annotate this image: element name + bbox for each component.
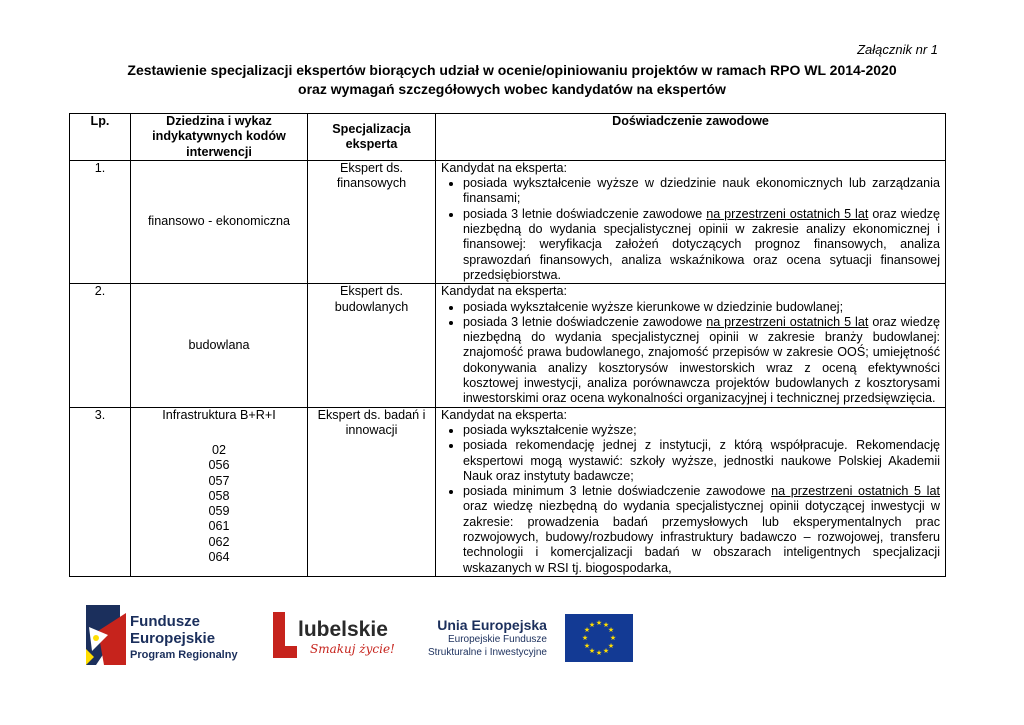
domain-cell: finansowo - ekonomiczna <box>131 160 308 283</box>
specialization-cell: Ekspert ds. budowlanych <box>308 284 436 407</box>
header-spec: Specjalizacja eksperta <box>308 114 436 161</box>
eu-flag-icon <box>565 614 633 662</box>
svg-text:★: ★ <box>588 647 596 655</box>
requirement-item: • posiada rekomendację jednej z instytucji, z którą współpracuje. Rekomendację ekspertowi mogą wystawić: szkoły wyższe, jednostki naukowe Polskiej Akademii Nauk oraz instytuty badawcze; <box>463 438 940 484</box>
document-subtitle: oraz wymagań szczegółowych wobec kandydatów na ekspertów <box>298 81 726 97</box>
code-item: 061 <box>208 519 230 534</box>
header-experience: Doświadczenie zawodowe <box>436 114 946 161</box>
document-title: Zestawienie specjalizacji ekspertów biorących udział w ocenie/opiniowaniu projektów w ramach RPO WL 2014-2020 <box>127 62 897 78</box>
svg-text:★: ★ <box>609 634 617 642</box>
header-lp: Lp. <box>70 114 131 161</box>
unia-europejska-text <box>428 617 547 659</box>
experience-cell <box>436 284 946 407</box>
specializations-table <box>69 113 946 577</box>
domain-cell <box>131 407 308 576</box>
svg-text:★: ★ <box>581 634 589 642</box>
svg-text:★: ★ <box>583 626 591 634</box>
requirement-item: • posiada wykształcenie wyższe kierunkowe w dziedzinie budowlanej; <box>463 300 940 315</box>
requirement-item: • posiada 3 letnie doświadczenie zawodowe na przestrzeni ostatnich 5 lat oraz wiedzę niezbędną do wydania specjalistycznej opinii w zakresie analizy ekonomicznej i finansowej: weryfikacja założeń dotyczących prognoz finansowych, analiza sprawozdań finansowych, analiza wskaźnikowa oraz ocena sytuacji finansowej przedsiębiorstwa. <box>463 207 940 283</box>
svg-text:★: ★ <box>588 621 596 629</box>
code-item: 058 <box>208 488 230 503</box>
ue-title: Unia Europejska <box>437 617 547 633</box>
lubelskie-name: lubelskie <box>298 618 388 641</box>
svg-text:★: ★ <box>595 619 603 627</box>
requirement-item: • posiada minimum 3 letnie doświadczenie zawodowe na przestrzeni ostatnich 5 lat oraz wiedzę niezbędną do wydania specjalistycznej opinii dotyczącej inwestycji w zakresie: prowadzenia badań przemysłowych lub eksperymentalnych prac rozwojowych, budowy/rozbudowy infrastruktury badawczo – rozwojowej, transferu technologii i komercjalizacji badań w obszarach inteligentnych specjalizacji wskazanych w RSI tj. biogospodarka, <box>463 484 940 576</box>
table-row <box>70 284 946 407</box>
svg-text:★: ★ <box>607 642 615 650</box>
table-header-row <box>70 114 946 161</box>
footer-logos <box>0 600 1024 725</box>
code-item: 02 <box>211 442 226 457</box>
row-number: 2. <box>70 284 131 407</box>
lubelskie-slogan: Smakuj życie! <box>310 642 395 656</box>
ue-sub2: Strukturalne i Inwestycyjne <box>428 647 547 658</box>
annex-label: Załącznik nr 1 <box>857 42 938 57</box>
candidate-intro: Kandydat na eksperta: <box>441 160 568 175</box>
fe-line1: Fundusze <box>130 613 200 630</box>
header-domain: Dziedzina i wykaz indykatywnych kodów interwencji <box>131 114 308 161</box>
specialization-cell: Ekspert ds. badań i innowacji <box>308 407 436 576</box>
lubelskie-logo-icon <box>271 612 297 658</box>
table-row <box>70 407 946 576</box>
ue-sub1: Europejskie Fundusze <box>448 634 547 645</box>
fe-line2: Europejskie <box>130 630 216 647</box>
svg-text:★: ★ <box>583 642 591 650</box>
fe-sub: Program Regionalny <box>130 649 238 661</box>
candidate-intro: Kandydat na eksperta: <box>441 407 568 422</box>
code-item: 057 <box>208 473 230 488</box>
requirement-item: • posiada wykształcenie wyższe w dziedzinie nauk ekonomicznych lub zarządzania finansami; <box>463 176 940 207</box>
domain-cell: budowlana <box>131 284 308 407</box>
row-number: 3. <box>70 407 131 576</box>
experience-cell <box>436 407 946 576</box>
domain-label: Infrastruktura B+R+I <box>162 407 276 422</box>
row-number: 1. <box>70 160 131 283</box>
code-item: 059 <box>208 504 230 519</box>
requirement-item: • posiada 3 letnie doświadczenie zawodowe na przestrzeni ostatnich 5 lat oraz wiedzę niezbędną do wydania specjalistycznej opinii w zakresie branży budowlanej: znajomość prawa budowlanego, znajomość przepisów w zakresie OOŚ; umiejętność dokonywania analizy kosztorysów inwestorskich wraz z oceną efektywności kosztowej inwestycji, analiza porównawcza projektów budowlanych z kosztorysami inwestorskimi oraz ocena wykonalności organizacyjnej i technicznej przedsięwzięcia. <box>463 315 940 407</box>
requirement-item: • posiada wykształcenie wyższe; <box>463 423 940 438</box>
table-row <box>70 160 946 283</box>
specialization-cell: Ekspert ds. finansowych <box>308 160 436 283</box>
svg-text:★: ★ <box>595 649 603 657</box>
experience-cell <box>436 160 946 283</box>
intervention-codes <box>136 443 302 565</box>
svg-text:★: ★ <box>602 621 610 629</box>
fundusze-europejskie-text <box>130 613 238 664</box>
candidate-intro: Kandydat na eksperta: <box>441 284 568 299</box>
code-item: 064 <box>208 550 230 565</box>
code-item: 056 <box>208 458 230 473</box>
code-item: 062 <box>208 534 230 549</box>
svg-text:★: ★ <box>602 647 610 655</box>
svg-text:★: ★ <box>607 626 615 634</box>
fundusze-europejskie-logo-icon <box>86 605 126 665</box>
